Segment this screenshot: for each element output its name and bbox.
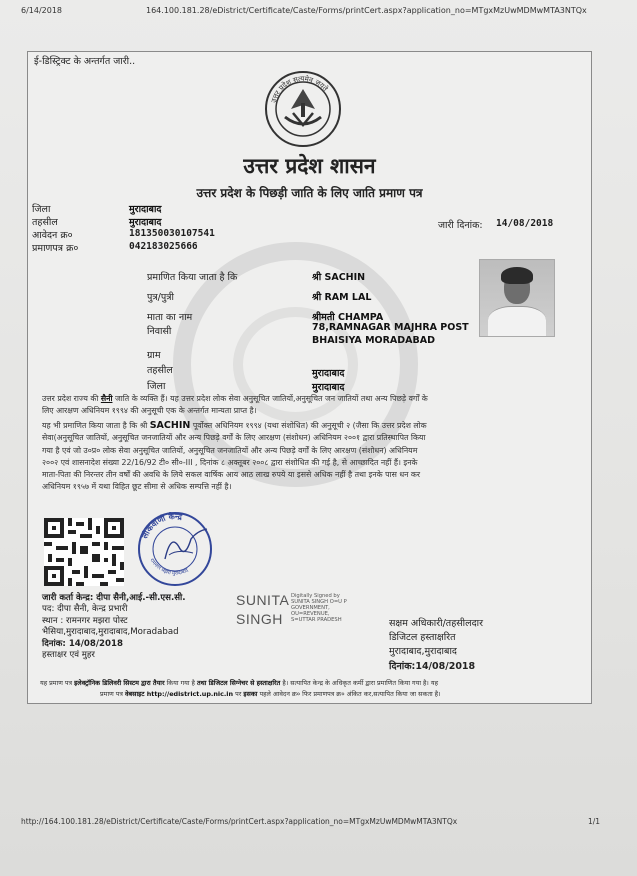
svg-text:रामनगर मझरा मुरादाबाद: रामनगर मझरा मुरादाबाद xyxy=(148,557,190,577)
certificate-paragraph-1: उत्तर प्रदेश राज्य की सैनी जाति के व्यक्ति हैं। यह उत्तर प्रदेश लोक सेवा अनुसूचित जातियों,अनुसूचित जन जातियों तथा अन्य पिछड़े वर्गों के लिए आरक्षण अधिनियम १९९४ की अनुसूची एक के अन्तर्गत मान्यता प्राप्त है। xyxy=(42,394,428,416)
certificate-footer-note: यह प्रमाण पत्र इलेक्ट्रॉनिक डिलिवरी सिस्टम द्वारा तैयार किया गया है तथा डिजिटल सिग्नेचर से हस्ताक्षरित है। सत्यापित केन्द्र के अधिकृत कर्मी द्वारा प्रमाणित किया गया है। यह प्रमाण पत्र वेबसाइट http://edistrict.up.nic.in पर इसका पहले आवेदन क्र० फिर प्रमाणपत्र क्र० अंकित कर,सत्यापित किया जा सकता है। xyxy=(40,679,441,698)
person-label-mother: माता का नाम xyxy=(147,312,193,323)
issue-date-label: जारी दिनांक: xyxy=(438,220,483,231)
field-value-application-no: 181350030107541 xyxy=(129,228,215,239)
person-label-resident: निवासी xyxy=(147,326,172,337)
person-value-address-2: BHAISIYA MORADABAD xyxy=(312,335,435,346)
person-value-district: मुरादाबाद xyxy=(312,382,345,393)
competent-officer xyxy=(389,617,483,674)
issuer-details xyxy=(42,593,186,661)
lokvani-seal-stamp xyxy=(135,509,215,587)
issue-date: 14/08/2018 xyxy=(496,218,554,229)
digital-signature: SUNITA SINGH Digitally Signed by SUNITA SINGH O=U P GOVERNMENT, OU=REVENUE, S=UTTAR PRADESH xyxy=(236,592,347,627)
verification-website: वेबसाइट http://edistrict.up.nic.in xyxy=(124,689,234,698)
certificate-title: उत्तर प्रदेश शासन xyxy=(243,153,376,178)
issuer-line-3: स्थान : रामनगर मझरा पोस्ट xyxy=(42,615,128,626)
person-label-village: ग्राम xyxy=(147,350,161,361)
issuer-line-4: भैसिया,मुरादाबाद,मुरादाबाद,Moradabad xyxy=(42,627,179,638)
svg-text:लोकवाणी केन्द्र: लोकवाणी केन्द्र xyxy=(140,511,183,540)
print-url-top: 164.100.181.28/eDistrict/Certificate/Caste/Forms/printCert.aspx?application_no=MTgxMzUwMDMwMTA3NTQx xyxy=(146,6,587,15)
person-value-father: श्री RAM LAL xyxy=(312,292,372,303)
officer-line-1: सक्षम अधिकारी/तहसीलदार xyxy=(389,618,483,629)
issuer-line-6: हस्ताक्षर एवं मुहर xyxy=(42,650,95,661)
signer-name-1: SUNITA xyxy=(236,592,290,608)
caste-certificate xyxy=(27,51,592,704)
field-label-tehsil: तहसील xyxy=(32,217,58,228)
person-label-son-daughter: पुत्र/पुत्री xyxy=(147,292,174,303)
person-label-tehsil: तहसील xyxy=(147,365,173,376)
issuer-line-5: दिनांक: 14/08/2018 xyxy=(42,638,123,649)
svg-text:उत्तर प्रदेश सत्यमेव जयते: उत्तर प्रदेश सत्यमेव जयते xyxy=(269,74,330,104)
field-value-tehsil: मुरादाबाद xyxy=(129,217,162,228)
emblem-ring-text xyxy=(263,69,343,149)
print-date: 6/14/2018 xyxy=(21,6,63,15)
person-value-name: श्री SACHIN xyxy=(312,272,366,283)
person-label-district: जिला xyxy=(147,381,166,392)
officer-line-2: डिजिटल हस्ताक्षरित xyxy=(389,632,456,644)
certificate-paragraph-2: यह भी प्रमाणित किया जाता है कि श्री SACHIN पूर्वोक्त अधिनियम १९९४ (यथा संशोधित) की अनुसूची २ (जैसा कि उत्तर प्रदेश लोक सेवा(अनुसूचित जातियों, अनुसूचित जनजातियों और अन्य पिछड़े वर्गों के लिए आरक्षण (संशोधन) अधिनियम २००१ द्वारा प्रतिस्थापित किया गया है एवं जो उ०प्र० लोक सेवा अनुसूचित जातियों, अनुसूचित जनजातियों और अन्य पिछड़े वर्गों के लिए आरक्षण (संशोधन) अधिनियम २००२ एवं शासनादेश संख्या 22/16/92 टी० सी०-III , दिनांक ८ अक्तूबर २००८ द्वारा संशोधित की गई है, से आच्छादित नहीं हैं। इनके माता-पिता की निरन्तर तीन वर्षों की अवधि के लिये सकल वार्षिक आय आठ लाख रुपये या इससे अधिक नहीं है तथा इनके पास धन कर अधिनियम १९५७ में यथा विहित छूट सीमा से अधिक सम्पत्ति नहीं है। xyxy=(42,420,427,492)
field-label-application-no: आवेदन क्र० xyxy=(32,230,73,241)
person-label-certified: प्रमाणित किया जाता है कि xyxy=(147,272,238,283)
applicant-photo xyxy=(479,259,555,337)
signer-name-2: SINGH xyxy=(236,611,283,627)
field-label-certificate-no: प्रमाणपत्र क्र० xyxy=(32,243,79,254)
paragraph-applicant-name: SACHIN xyxy=(149,420,191,431)
officer-line-3: मुरादाबाद,मुरादाबाद xyxy=(389,646,457,658)
person-value-address-1: 78,RAMNAGAR MAJHRA POST xyxy=(312,322,469,333)
certificate-subtitle: उत्तर प्रदेश के पिछड़ी जाति के लिए जाति प्रमाण पत्र xyxy=(196,186,423,200)
person-value-tehsil: मुरादाबाद xyxy=(312,368,345,379)
issuer-line-1: जारी कर्ता केन्द्र: दीपा सैनी,आई.-सी.एस.सी. xyxy=(42,593,186,603)
print-url-bottom: http://164.100.181.28/eDistrict/Certificate/Caste/Forms/printCert.aspx?application_no=MTgxMzUwMDMwMTA3NTQx xyxy=(21,817,458,826)
field-value-district: मुरादाबाद xyxy=(129,204,162,215)
issuer-line-2: पद: दीपा सैनी, केन्द्र प्रभारी xyxy=(42,604,128,615)
officer-line-4: दिनांक:14/08/2018 xyxy=(389,660,476,672)
caste-name: सैनी xyxy=(100,394,113,403)
field-label-district: जिला xyxy=(32,204,51,215)
person-value-mother: श्रीमती CHAMPA xyxy=(312,312,384,323)
edistrict-note: ई-डिस्ट्रिक्ट के अन्तर्गत जारी.. xyxy=(34,56,136,67)
verification-qr-code xyxy=(44,518,124,586)
field-value-certificate-no: 042183025666 xyxy=(129,241,198,252)
print-page-number: 1/1 xyxy=(588,817,601,826)
